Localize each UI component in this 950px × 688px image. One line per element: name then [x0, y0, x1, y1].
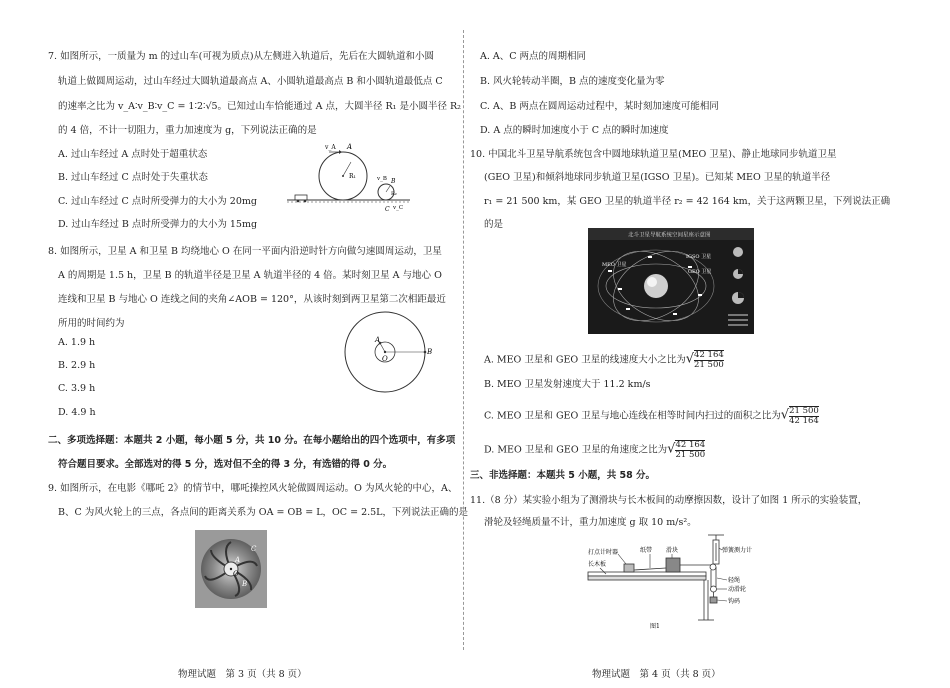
label-meo: MEO 卫星 [602, 262, 627, 268]
q10-option-c-fraction [789, 406, 819, 426]
fire-wheel-photo [195, 530, 267, 608]
label-wheel-a: A [235, 556, 241, 564]
label-vc: v_C [393, 205, 404, 211]
page-footer-left: 物理试题 第 3 页（共 8 页） [178, 669, 307, 680]
label-c: C [385, 206, 390, 213]
label-tape: 纸带 [640, 547, 653, 554]
q10-line-2: (GEO 卫星)和倾斜地球同步轨道卫星(IGSO 卫星)。已知某 MEO 卫星的轨道半径 [484, 172, 831, 183]
q7-option-c: C. 过山车经过 C 点时所受弹力的大小为 20mg [58, 196, 257, 207]
label-geo: GEO 卫星 [688, 269, 712, 275]
q7-option-d: D. 过山车经过 B 点时所受弹力的大小为 15mg [58, 219, 258, 230]
label-spring: 弹簧测力计 [722, 547, 753, 554]
roller-coaster-figure [285, 140, 415, 218]
q7-line-1: 7. 如图所示，一质量为 m 的过山车(可视为质点)从左侧进入轨道后，先后在大圆轨道和小圆 [48, 51, 435, 62]
label-sat-b: B [427, 348, 433, 356]
label-board: 长木板 [588, 561, 607, 568]
q8-option-c: C. 3.9 h [58, 383, 96, 394]
label-sat-a: A [375, 336, 381, 344]
q9-option-b: B. 风火轮转动半圈，B 点的速度变化量为零 [480, 76, 665, 87]
q8-option-a: A. 1.9 h [58, 337, 96, 348]
q9-option-a: A. A、C 两点的周期相同 [480, 51, 587, 62]
section-2-heading-cont: 符合题目要求。全部选对的得 5 分，选对但不全的得 3 分，有选错的得 0 分。 [58, 459, 393, 470]
q10-option-a-fraction [694, 350, 724, 370]
friction-experiment-figure [580, 530, 790, 630]
page-footer-right: 物理试题 第 4 页（共 8 页） [592, 669, 721, 680]
q10-option-c-radical: √ [780, 407, 790, 423]
q10-option-d-num: 42 164 [675, 440, 706, 450]
label-wheel-b: B [242, 580, 248, 588]
q7-option-a: A. 过山车经过 A 点时处于超重状态 [58, 149, 208, 160]
q10-option-d-radical: √ [667, 441, 676, 457]
q7-option-b: B. 过山车经过 C 点时处于失重状态 [58, 172, 208, 183]
q8-line-1: 8. 如图所示，卫星 A 和卫星 B 均绕地心 O 在同一平面内沿逆时针方向做匀速圆周运动，卫星 [48, 246, 442, 257]
q10-option-a-text: A. MEO 卫星和 GEO 卫星的线速度大小之比为 [484, 354, 686, 366]
q8-option-b: B. 2.9 h [58, 360, 96, 371]
q8-line-4: 所用的时间约为 [58, 318, 125, 329]
q10-line-4: 的是 [484, 219, 504, 230]
label-b: B [391, 178, 396, 185]
q11-line-2: 滑轮及轻绳质量不计，重力加速度 g 取 10 m/s²。 [484, 517, 697, 528]
figure-1-caption: 图1 [650, 623, 660, 630]
q9-option-d: D. A 点的瞬时加速度小于 C 点的瞬时加速度 [480, 125, 669, 136]
left-column [0, 0, 468, 688]
label-r2: R₂ [391, 191, 397, 197]
column-divider [463, 30, 465, 650]
q7-line-2: 轨道上做圆周运动，过山车经过大圆轨道最高点 A、小圆轨道最高点 B 和小圆轨道最低点 C [58, 76, 443, 87]
q10-option-c-text: C. MEO 卫星和 GEO 卫星与地心连线在相等时间内扫过的面积之比为 [484, 410, 781, 422]
q10-option-a-num: 42 164 [694, 350, 724, 360]
q10-line-1: 10. 中国北斗卫星导航系统包含中圆地球轨道卫星(MEO 卫星)、静止地球同步轨道卫星 [470, 149, 837, 160]
q10-line-3: r₁ = 21 500 km，某 GEO 卫星的轨道半径 r₂ = 42 164 km，关于这两颗卫星，下列说法正确 [484, 196, 891, 207]
q9-line-1: 9. 如图所示，在电影《哪吒 2》的情节中，哪吒操控风火轮做圆周运动。O 为风火轮的中心，A、 [48, 483, 458, 494]
label-a: A [347, 143, 353, 151]
q9-option-c: C. A、B 两点在圆周运动过程中，某时刻加速度可能相同 [480, 101, 719, 112]
label-hook: 钩码 [728, 598, 741, 605]
label-wheel-o: O [233, 570, 239, 578]
satellite-orbit-figure [343, 305, 443, 405]
q7-line-4: 的 4 倍，不计一切阻力，重力加速度为 g，下列说法正确的是 [58, 125, 317, 136]
q10-option-c-den: 42 164 [789, 416, 819, 426]
label-center-o: O [382, 355, 388, 363]
label-rope: 轻绳 [728, 577, 741, 584]
beidou-constellation-image [588, 228, 754, 334]
label-pulley: 动滑轮 [728, 586, 747, 593]
label-igso: IGSO 卫星 [686, 254, 712, 260]
label-vb: v_B [377, 176, 387, 182]
beidou-image-title: 北斗卫星导航系统空间星座示意图 [628, 232, 711, 239]
q10-option-d-text: D. MEO 卫星和 GEO 卫星的角速度之比为 [484, 444, 668, 456]
label-va: v_A [325, 144, 336, 151]
label-wheel-c: C [251, 545, 257, 553]
q7-line-3: 的速率之比为 v_A∶v_B∶v_C = 1∶2∶√5。已知过山车恰能通过 A 点，大圆半径 R₁ 是小圆半径 R₂ [58, 101, 461, 112]
right-column [470, 0, 950, 688]
q10-option-a [484, 350, 724, 370]
q10-option-d [484, 440, 705, 460]
q8-line-2: A 的周期是 1.5 h，卫星 B 的轨道半径是卫星 A 轨道半径的 4 倍。某时刻卫星 A 与地心 O [58, 270, 442, 281]
q10-option-d-den: 21 500 [675, 450, 706, 460]
label-slider: 滑块 [666, 547, 679, 554]
q8-option-d: D. 4.9 h [58, 407, 96, 418]
section-2-heading: 二、多项选择题：本题共 2 小题，每小题 5 分，共 10 分。在每小题给出的四个选项中，有多项 [48, 435, 456, 446]
q10-option-c [484, 406, 819, 426]
q10-option-c-num: 21 500 [789, 406, 819, 416]
label-timer: 打点计时器 [588, 549, 619, 556]
label-r1: R₁ [349, 173, 356, 180]
q11-line-1: 11.（8 分）某实验小组为了测滑块与长木板间的动摩擦因数，设计了如图 1 所示的实验装置， [470, 495, 868, 506]
section-3-heading: 三、非选择题：本题共 5 小题，共 58 分。 [470, 470, 656, 481]
q10-option-b: B. MEO 卫星发射速度大于 11.2 km/s [484, 379, 651, 390]
q10-option-a-radical: √ [685, 351, 695, 367]
q8-line-3: 连线和卫星 B 与地心 O 连线之间的夹角∠AOB = 120°，从该时刻到两卫星第二次相距最近 [58, 294, 446, 305]
q10-option-a-den: 21 500 [694, 360, 724, 370]
q10-option-d-fraction [675, 440, 705, 460]
q9-line-2: B、C 为风火轮上的三点，各点间的距离关系为 OA = OB = L，OC = 2.5L，下列说法正确的是 [58, 507, 468, 518]
